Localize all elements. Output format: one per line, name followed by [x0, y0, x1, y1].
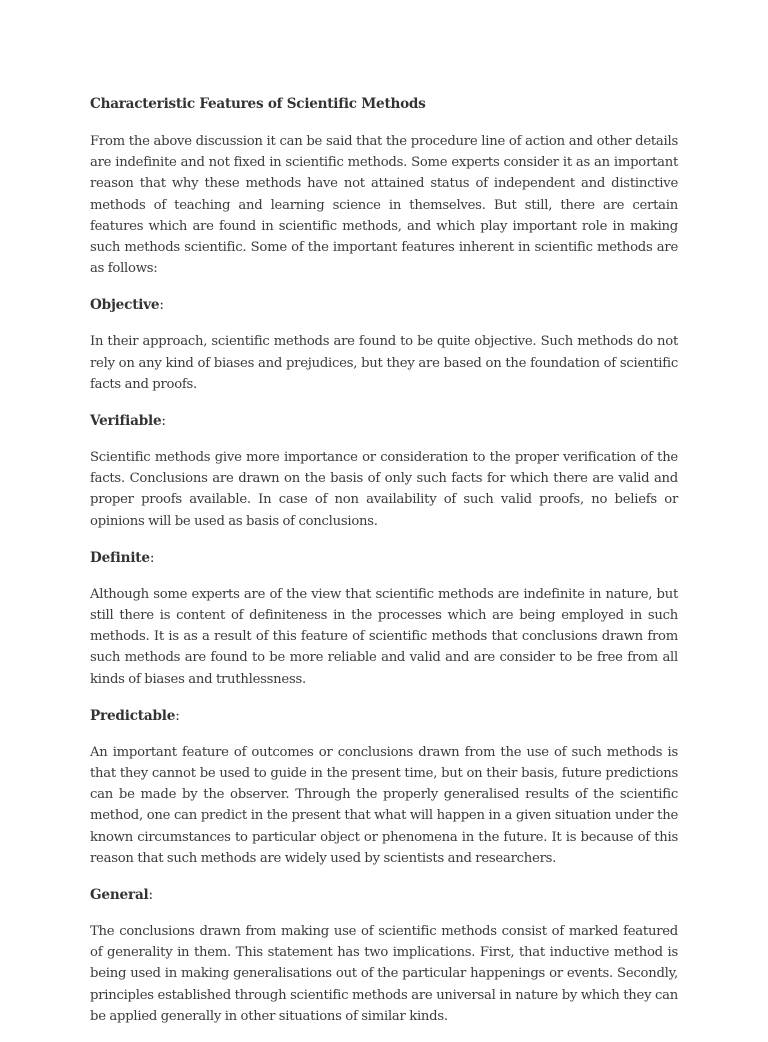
section-body: An important feature of outcomes or conclusions drawn from the use of such methods is that they cannot be used to guide in the present time, but on their basis, future predictions can be made by the observer. Through the properly generalised results of the scientific method, one can predict in the present that what will happen in a given situation under the known circumstances to particular object or phenomena in the future. It is because of this reason that such methods are widely used by scientists and researchers.: [90, 744, 678, 866]
section-heading-text: Verifiable: [90, 413, 162, 430]
section-heading-text: General: [90, 887, 149, 904]
section-body: The conclusions drawn from making use of scientific methods consist of marked featured of generality in them. This statement has two implications. First, that inductive method is being used in making generalisations out of the particular happenings or events. Secondly, principles established through scientific methods are universal in nature by which they can be applied generally in other situations of similar kinds.: [90, 924, 678, 1024]
document-page: [90, 93, 678, 1042]
section-heading: [90, 410, 678, 432]
heading-colon: :: [149, 549, 155, 566]
section-heading: [90, 547, 678, 569]
section-heading-text: Predictable: [90, 707, 176, 724]
document-title: Characteristic Features of Scientific Methods: [90, 96, 426, 112]
section-body: In their approach, scientific methods are found to be quite objective. Such methods do not rely on any kind of biases and prejudices, but they are based on the foundation of scientific facts and proofs.: [90, 334, 678, 392]
section-predictable: [90, 705, 678, 869]
heading-colon: :: [161, 413, 166, 430]
section-heading: [90, 294, 678, 316]
section-body: Scientific methods give more importance or consideration to the proper verification of the facts. Conclusions are drawn on the basis of only such facts for which there are valid and proper proofs available. In case of non availability of such valid proofs, no beliefs or opinions will be used as basis of conclusions.: [90, 450, 678, 529]
section-body: Although some experts are of the view that scientific methods are indefinite in nature, but still there is content of definiteness in the processes which are being employed in such methods. It is as a result of this feature of scientific methods that conclusions drawn from such methods are found to be more reliable and valid and are consider to be free from all kinds of biases and truthlessness.: [90, 586, 678, 687]
section-definite: [90, 547, 678, 690]
heading-colon: :: [159, 297, 164, 314]
intro-paragraph: From the above discussion it can be said that the procedure line of action and other details are indefinite and not fixed in scientific methods. Some experts consider it as an important reason that why these methods have not attained status of independent and distinctive methods of teaching and learning science in themselves. But still, there are certain features which are found in scientific methods, and which play important role in making such methods scientific. Some of the important features inherent in scientific methods are as follows:: [90, 134, 678, 277]
heading-colon: :: [148, 887, 153, 904]
section-heading: [90, 884, 678, 906]
section-objective: [90, 294, 678, 395]
section-heading: [90, 705, 678, 727]
section-general: [90, 884, 678, 1027]
section-heading-text: Definite: [90, 549, 150, 566]
section-heading-text: Objective: [90, 297, 160, 314]
heading-colon: :: [175, 707, 180, 724]
section-verifiable: [90, 410, 678, 532]
